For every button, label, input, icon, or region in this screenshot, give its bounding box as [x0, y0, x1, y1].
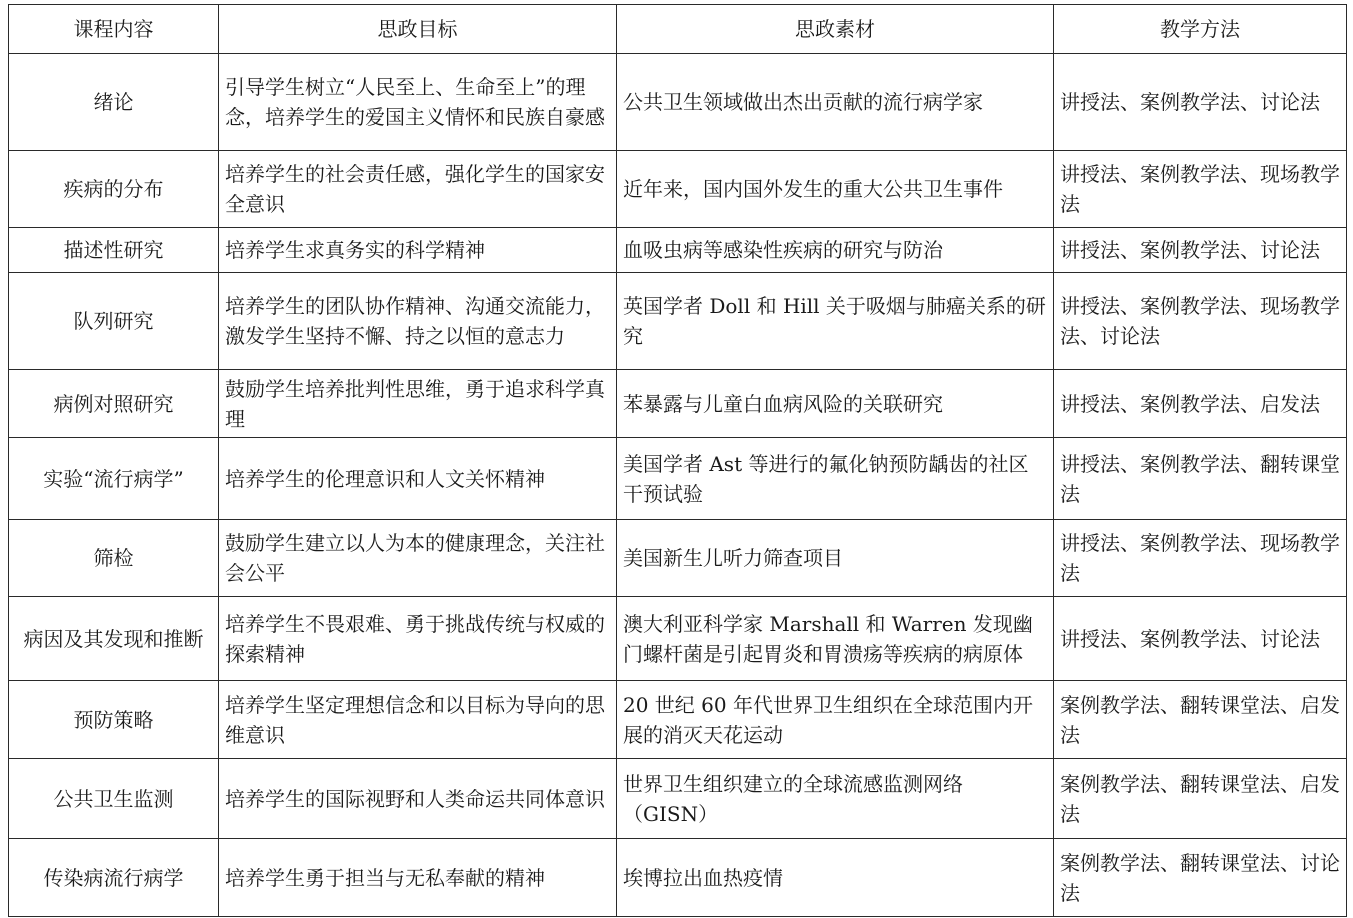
- cell-course-content: 队列研究: [9, 273, 219, 370]
- table-row: [9, 839, 1347, 917]
- table-row: [9, 151, 1347, 228]
- header-course-content: 课程内容: [9, 5, 219, 54]
- cell-course-content: 描述性研究: [9, 228, 219, 273]
- cell-ideological-material: 英国学者 Doll 和 Hill 关于吸烟与肺癌关系的研究: [617, 273, 1054, 370]
- cell-ideological-goal: 培养学生的社会责任感，强化学生的国家安全意识: [219, 151, 617, 228]
- cell-ideological-material: 近年来，国内国外发生的重大公共卫生事件: [617, 151, 1054, 228]
- header-ideological-material: 思政素材: [617, 5, 1054, 54]
- cell-ideological-goal: 引导学生树立“人民至上、生命至上”的理念，培养学生的爱国主义情怀和民族自豪感: [219, 54, 617, 151]
- cell-teaching-method: 讲授法、案例教学法、翻转课堂法: [1054, 438, 1347, 520]
- cell-ideological-material: 血吸虫病等感染性疾病的研究与防治: [617, 228, 1054, 273]
- cell-course-content: 疾病的分布: [9, 151, 219, 228]
- cell-teaching-method: 案例教学法、翻转课堂法、启发法: [1054, 681, 1347, 759]
- cell-course-content: 传染病流行病学: [9, 839, 219, 917]
- cell-ideological-material: 苯暴露与儿童白血病风险的关联研究: [617, 370, 1054, 438]
- cell-course-content: 筛检: [9, 520, 219, 597]
- cell-course-content: 病因及其发现和推断: [9, 597, 219, 681]
- cell-ideological-goal: 培养学生的伦理意识和人文关怀精神: [219, 438, 617, 520]
- cell-teaching-method: 讲授法、案例教学法、现场教学法: [1054, 520, 1347, 597]
- cell-ideological-material: 美国学者 Ast 等进行的氟化钠预防龋齿的社区干预试验: [617, 438, 1054, 520]
- table-row: [9, 597, 1347, 681]
- cell-teaching-method: 讲授法、案例教学法、启发法: [1054, 370, 1347, 438]
- cell-course-content: 预防策略: [9, 681, 219, 759]
- cell-ideological-goal: 鼓励学生培养批判性思维，勇于追求科学真理: [219, 370, 617, 438]
- table-row: [9, 759, 1347, 839]
- cell-course-content: 公共卫生监测: [9, 759, 219, 839]
- cell-course-content: 病例对照研究: [9, 370, 219, 438]
- cell-teaching-method: 案例教学法、翻转课堂法、讨论法: [1054, 839, 1347, 917]
- header-ideological-goal: 思政目标: [219, 5, 617, 54]
- table-row: [9, 370, 1347, 438]
- cell-ideological-goal: 培养学生的团队协作精神、沟通交流能力，激发学生坚持不懈、持之以恒的意志力: [219, 273, 617, 370]
- cell-ideological-material: 世界卫生组织建立的全球流感监测网络（GISN）: [617, 759, 1054, 839]
- cell-teaching-method: 讲授法、案例教学法、讨论法: [1054, 54, 1347, 151]
- cell-ideological-material: 澳大利亚科学家 Marshall 和 Warren 发现幽门螺杆菌是引起胃炎和胃溃疡等疾病的病原体: [617, 597, 1054, 681]
- course-table: [8, 4, 1347, 917]
- table-header-row: [9, 5, 1347, 54]
- cell-ideological-goal: 鼓励学生建立以人为本的健康理念，关注社会公平: [219, 520, 617, 597]
- header-teaching-method: 教学方法: [1054, 5, 1347, 54]
- table-row: [9, 681, 1347, 759]
- cell-ideological-material: 埃博拉出血热疫情: [617, 839, 1054, 917]
- cell-ideological-goal: 培养学生勇于担当与无私奉献的精神: [219, 839, 617, 917]
- cell-ideological-goal: 培养学生的国际视野和人类命运共同体意识: [219, 759, 617, 839]
- cell-ideological-material: 20 世纪 60 年代世界卫生组织在全球范围内开展的消灭天花运动: [617, 681, 1054, 759]
- cell-course-content: 实验“流行病学”: [9, 438, 219, 520]
- cell-ideological-goal: 培养学生坚定理想信念和以目标为导向的思维意识: [219, 681, 617, 759]
- cell-course-content: 绪论: [9, 54, 219, 151]
- cell-teaching-method: 讲授法、案例教学法、讨论法: [1054, 597, 1347, 681]
- cell-ideological-goal: 培养学生不畏艰难、勇于挑战传统与权威的探索精神: [219, 597, 617, 681]
- table-row: [9, 273, 1347, 370]
- table-row: [9, 228, 1347, 273]
- cell-teaching-method: 案例教学法、翻转课堂法、启发法: [1054, 759, 1347, 839]
- cell-teaching-method: 讲授法、案例教学法、讨论法: [1054, 228, 1347, 273]
- table-row: [9, 520, 1347, 597]
- cell-ideological-material: 公共卫生领域做出杰出贡献的流行病学家: [617, 54, 1054, 151]
- cell-ideological-material: 美国新生儿听力筛查项目: [617, 520, 1054, 597]
- table-row: [9, 438, 1347, 520]
- cell-ideological-goal: 培养学生求真务实的科学精神: [219, 228, 617, 273]
- cell-teaching-method: 讲授法、案例教学法、现场教学法、讨论法: [1054, 273, 1347, 370]
- cell-teaching-method: 讲授法、案例教学法、现场教学法: [1054, 151, 1347, 228]
- table-row: [9, 54, 1347, 151]
